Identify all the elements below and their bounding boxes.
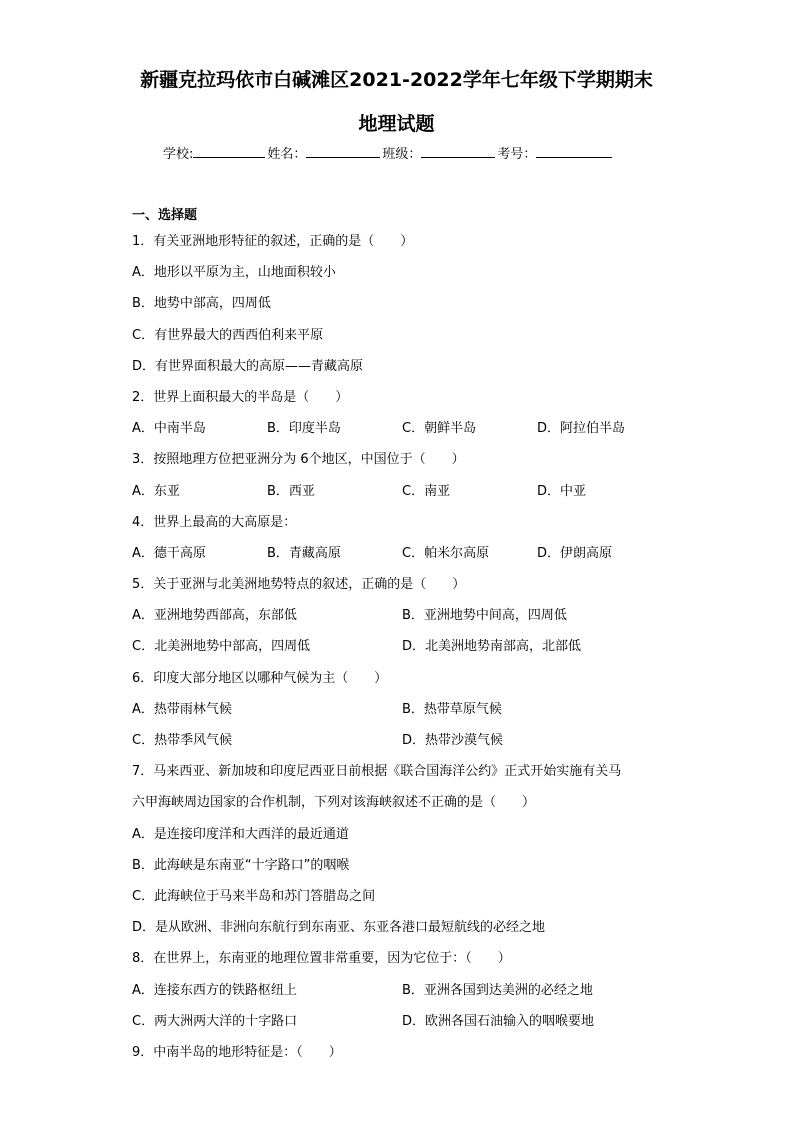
question-6-options-ab bbox=[132, 700, 672, 731]
question-1-option-b: B．地势中部高，四周低 bbox=[132, 296, 271, 312]
question-1-option-d: D．有世界面积最大的高原——青藏高原 bbox=[132, 358, 364, 374]
document-title-line-1: 新疆克拉玛依市白碱滩区2021-2022学年七年级下学期期末 bbox=[140, 69, 653, 91]
student-info-line bbox=[163, 145, 614, 164]
name-blank bbox=[306, 145, 380, 158]
question-3-stem: 3．按照地理方位把亚洲分为 6个地区，中国位于（ ） bbox=[132, 452, 465, 468]
question-5-option-d: D．北美洲地势南部高，北部低 bbox=[402, 639, 582, 655]
class-blank bbox=[421, 145, 495, 158]
section-heading: 一、选择题 bbox=[132, 208, 198, 223]
question-2-option-b: B．印度半岛 bbox=[267, 421, 341, 437]
question-6-stem: 6．印度大部分地区以哪种气候为主（ ） bbox=[132, 670, 388, 686]
school-label: 学校: bbox=[163, 147, 194, 162]
question-8-options-ab bbox=[132, 981, 672, 1012]
question-4-option-b: B．青藏高原 bbox=[267, 545, 341, 561]
question-2-option-c: C．朝鲜半岛 bbox=[402, 421, 477, 437]
question-4-options bbox=[132, 544, 672, 575]
question-5-options-cd bbox=[132, 637, 672, 668]
question-8-option-a: A．连接东西方的铁路枢纽上 bbox=[132, 982, 297, 998]
question-2-options bbox=[132, 419, 672, 450]
question-7-stem-line-1: 7．马来西亚、新加坡和印度尼西亚日前根据《联合国海洋公约》正式开始实施有关马 bbox=[132, 764, 622, 780]
question-7-option-d: D．是从欧洲、非洲向东航行到东南亚、东亚各港口最短航线的必经之地 bbox=[132, 920, 546, 936]
question-5-option-b: B．亚洲地势中间高，四周低 bbox=[402, 608, 567, 624]
question-7-option-b: B．此海峡是东南亚“十字路口”的咽喉 bbox=[132, 857, 350, 873]
question-1-stem: 1．有关亚洲地形特征的叙述，正确的是（ ） bbox=[132, 234, 414, 249]
question-8-stem: 8．在世界上，东南亚的地理位置非常重要，因为它位于：（ ） bbox=[132, 951, 511, 967]
question-9-stem: 9．中南半岛的地形特征是：（ ） bbox=[132, 1044, 342, 1060]
document-title-line-2: 地理试题 bbox=[358, 113, 435, 135]
question-2-option-d: D．阿拉伯半岛 bbox=[537, 421, 626, 437]
question-4-option-a: A．德干高原 bbox=[132, 545, 206, 561]
question-2-option-a: A．中南半岛 bbox=[132, 421, 206, 437]
question-3-option-d: D．中亚 bbox=[537, 483, 587, 499]
question-3-option-b: B．西亚 bbox=[267, 483, 315, 499]
question-4-option-d: D．伊朗高原 bbox=[537, 545, 613, 561]
question-2-stem: 2．世界上面积最大的半岛是（ ） bbox=[132, 389, 349, 405]
exam-number-label: 考号： bbox=[497, 147, 537, 162]
question-8-option-d: D．欧洲各国石油输入的咽喉要地 bbox=[402, 1013, 595, 1029]
school-blank bbox=[193, 145, 265, 158]
question-7-stem-line-2: 六甲海峡周边国家的合作机制，下列对该海峡叙述不正确的是（ ） bbox=[132, 795, 536, 811]
question-list bbox=[132, 232, 672, 1074]
question-5-options-ab bbox=[132, 606, 672, 637]
question-3-option-a: A．东亚 bbox=[132, 483, 180, 499]
question-3-option-c: C．南亚 bbox=[402, 483, 451, 499]
question-6-option-d: D．热带沙漠气候 bbox=[402, 733, 504, 748]
question-6-option-c: C．热带季风气候 bbox=[132, 733, 233, 748]
question-8-option-b: B．亚洲各国到达美洲的必经之地 bbox=[402, 982, 593, 998]
question-7-option-a: A．是连接印度洋和大西洋的最近通道 bbox=[132, 826, 349, 842]
name-label: 姓名： bbox=[267, 147, 307, 162]
question-5-option-c: C．北美洲地势中部高，四周低 bbox=[132, 639, 311, 655]
question-6-option-b: B．热带草原气候 bbox=[402, 701, 502, 717]
question-8-options-cd bbox=[132, 1012, 672, 1043]
class-label: 班级： bbox=[382, 147, 422, 162]
question-8-option-c: C．两大洲两大洋的十字路口 bbox=[132, 1013, 298, 1029]
question-5-stem: 5．关于亚洲与北美洲地势特点的叙述，正确的是（ ） bbox=[132, 577, 466, 593]
question-1-option-c: C．有世界最大的西西伯利来平原 bbox=[132, 327, 324, 343]
exam-number-blank bbox=[536, 145, 612, 158]
question-5-option-a: A．亚洲地势西部高，东部低 bbox=[132, 608, 297, 624]
question-6-option-a: A．热带雨林气候 bbox=[132, 701, 232, 717]
question-4-stem: 4．世界上最高的大高原是： bbox=[132, 514, 297, 530]
question-1-option-a: A．地形以平原为主，山地面积较小 bbox=[132, 265, 336, 281]
question-3-options bbox=[132, 482, 672, 513]
question-7-option-c: C．此海峡位于马来半岛和苏门答腊岛之间 bbox=[132, 888, 376, 904]
question-4-option-c: C．帕米尔高原 bbox=[402, 545, 490, 561]
question-6-options-cd bbox=[132, 731, 672, 762]
